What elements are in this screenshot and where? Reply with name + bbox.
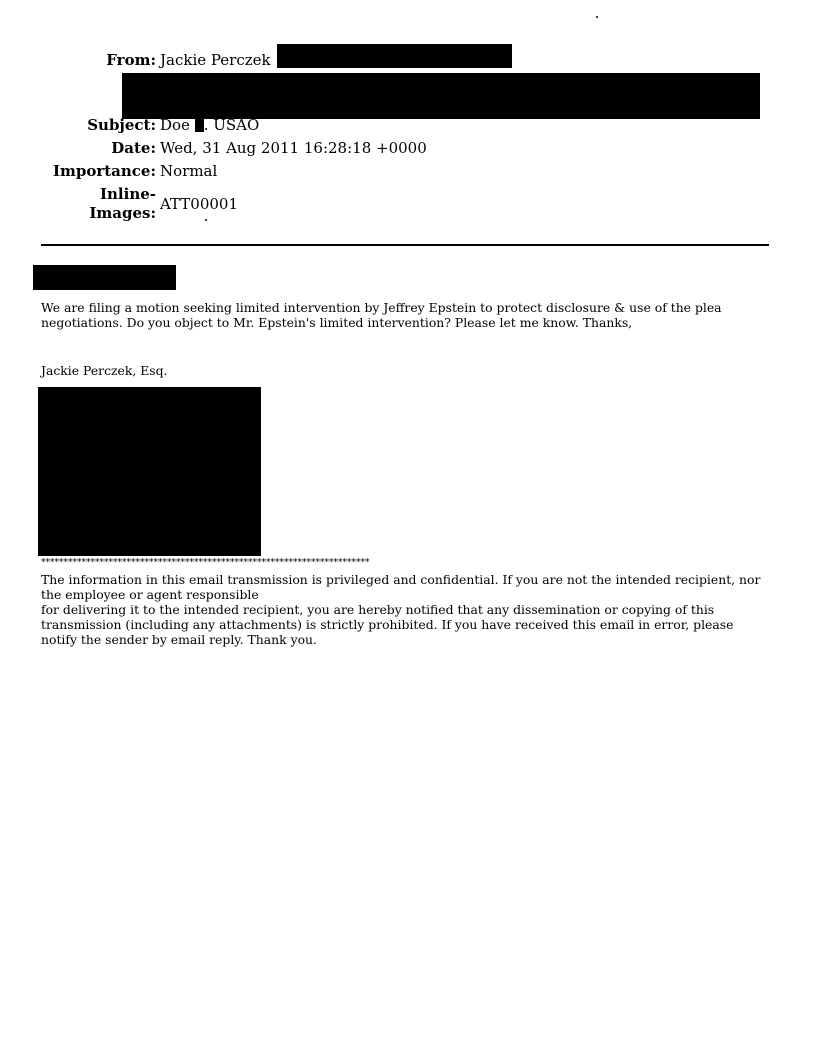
disclaimer-line-3: for delivering it to the intended recipient, you are hereby notified that any dissemination or copying of this: [41, 602, 715, 617]
disclaimer-line-1: The information in this email transmission is privileged and confidential. If you are not the intended recipient, nor: [41, 572, 761, 587]
disclaimer-line-2: the employee or agent responsible: [41, 587, 259, 602]
importance-value: Normal: [160, 162, 218, 180]
message-line-1: We are filing a motion seeking limited intervention by Jeffrey Epstein to protect disclosure & use of the plea: [41, 300, 722, 315]
subject-value: [160, 116, 259, 134]
redaction-signature-block: [38, 387, 261, 556]
subject-suffix: . USAO: [203, 116, 260, 134]
inline-images-label-2: Images:: [89, 204, 156, 222]
importance-label: Importance:: [52, 162, 156, 180]
message-line-2: negotiations. Do you object to Mr. Epstein's limited intervention? Please let me know. Thanks,: [41, 315, 633, 330]
header-divider: [41, 244, 769, 246]
from-value: Jackie Perczek: [160, 51, 271, 69]
disclaimer-line-4: transmission (including any attachments) is strictly prohibited. If you have received this email in error, please: [41, 617, 734, 632]
from-label: From:: [106, 51, 156, 69]
date-value: Wed, 31 Aug 2011 16:28:18 +0000: [160, 139, 427, 157]
inline-images-label-1: Inline-: [100, 185, 156, 203]
disclaimer-separator: *************************************************************************: [41, 558, 370, 568]
redaction-from-email: [277, 44, 512, 68]
disclaimer-line-5: notify the sender by email reply. Thank you.: [41, 632, 317, 647]
redaction-recipients: [122, 73, 760, 119]
speck-top: [596, 16, 598, 18]
redaction-salutation: [33, 265, 176, 290]
inline-images-value: ATT00001: [160, 195, 239, 213]
subject-prefix: Doe: [160, 116, 190, 134]
speck-inline: [205, 219, 207, 221]
redaction-subject: [195, 117, 204, 132]
signature-name: Jackie Perczek, Esq.: [41, 363, 168, 378]
date-label: Date:: [111, 139, 156, 157]
subject-label: Subject:: [87, 116, 156, 134]
